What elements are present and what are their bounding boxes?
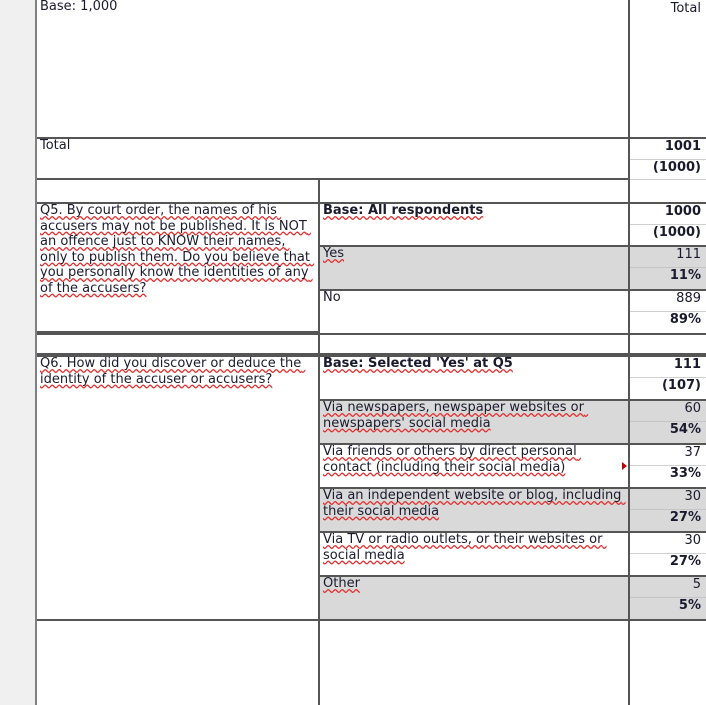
row-header-gutter — [0, 0, 37, 705]
q5-question-cell[interactable] — [37, 202, 320, 333]
spacer-cell-answer-5[interactable] — [320, 180, 630, 202]
q6-answer-label-cell-4[interactable] — [320, 575, 630, 619]
total-row-label-cell[interactable] — [37, 137, 630, 159]
q6-answer-percent-cell-0[interactable] — [630, 421, 706, 443]
spacer-cell-answer-12[interactable] — [320, 333, 630, 355]
q6-answer-count-cell-3[interactable] — [630, 531, 706, 553]
sheet-grid — [37, 0, 706, 705]
q6-base-weighted-cell[interactable] — [630, 377, 706, 399]
q6-answer-label-cell-3[interactable] — [320, 531, 630, 575]
total-row-count-cell[interactable] — [630, 137, 706, 159]
q6-base-label: Base: Selected 'Yes' at Q5 — [323, 356, 513, 371]
q6-answer-percent-3: 27% — [669, 554, 701, 569]
q6-answer-count-cell-4[interactable] — [630, 575, 706, 597]
q6-answer-count-1: 37 — [684, 445, 701, 460]
q6-answer-percent-cell-4[interactable] — [630, 597, 706, 619]
q5-answer-percent-1: 89% — [669, 312, 701, 327]
spacer-cell-question-5[interactable] — [37, 180, 320, 202]
total-row-label: Total — [40, 138, 71, 153]
empty-area-total-column[interactable] — [630, 641, 706, 705]
q5-answer-count-1: 889 — [676, 291, 701, 306]
q6-answer-count-3: 30 — [684, 533, 701, 548]
q6-answer-label-4: Other — [323, 576, 360, 591]
q6-answer-percent-2: 27% — [669, 510, 701, 525]
q6-question-cell[interactable] — [37, 355, 320, 641]
q6-answer-percent-1: 33% — [669, 466, 701, 481]
q5-base-label-cell[interactable] — [320, 202, 630, 245]
q5-answer-label-1: No — [323, 290, 341, 305]
q6-answer-label-cell-1[interactable] — [320, 443, 630, 487]
q5-answer-label-0: Yes — [323, 246, 344, 261]
q6-base-label-cell[interactable] — [320, 355, 630, 399]
base-header-text: Base: 1,000 — [40, 0, 118, 14]
q6-answer-label-cell-0[interactable] — [320, 399, 630, 443]
q6-base-count-cell[interactable] — [630, 355, 706, 377]
q6-answer-count-cell-0[interactable] — [630, 399, 706, 421]
q5-answer-count-0: 111 — [676, 247, 701, 262]
total-column-header-text: Total — [670, 1, 701, 16]
q6-base-count: 111 — [673, 357, 701, 372]
q6-answer-count-cell-2[interactable] — [630, 487, 706, 509]
total-row-weighted-cell[interactable] — [630, 159, 706, 180]
q5-answer-label-cell-0[interactable] — [320, 245, 630, 289]
trailing-cell-total-25[interactable] — [630, 619, 706, 641]
text-overflow-indicator-icon — [622, 462, 627, 470]
q6-answer-label-1: Via friends or others by direct personal contact (including their social media) — [323, 444, 581, 475]
q5-base-weighted: (1000) — [652, 225, 701, 240]
q6-answer-percent-cell-3[interactable] — [630, 553, 706, 575]
q6-answer-percent-4: 5% — [678, 598, 701, 613]
trailing-cell-answer-25[interactable] — [320, 619, 630, 641]
q6-answer-label-2: Via an independent website or blog, including their social media — [323, 488, 626, 519]
q6-answer-label-3: Via TV or radio outlets, or their websites or social media — [323, 532, 607, 563]
q5-question-text: Q5. By court order, the names of his accusers may not be published. It is NOT an offence just to KNOW their names, only to publish them. Do you believe that you personally know the identities of any of the accusers? — [40, 203, 315, 296]
q6-answer-count-0: 60 — [684, 401, 701, 416]
q6-answer-percent-0: 54% — [669, 422, 701, 437]
total-row-weighted: (1000) — [652, 160, 701, 175]
q6-answer-percent-cell-1[interactable] — [630, 465, 706, 487]
q6-answer-percent-cell-2[interactable] — [630, 509, 706, 531]
q5-answer-percent-cell-1[interactable] — [630, 311, 706, 333]
q5-base-label: Base: All respondents — [323, 203, 484, 218]
empty-area-question-column[interactable] — [37, 641, 320, 705]
q6-answer-count-cell-1[interactable] — [630, 443, 706, 465]
base-header-cell[interactable] — [37, 0, 630, 137]
total-row-weighted-label-cell[interactable] — [37, 159, 630, 180]
q5-answer-count-cell-1[interactable] — [630, 289, 706, 311]
total-row-count: 1001 — [664, 139, 701, 154]
q6-answer-label-0: Via newspapers, newspaper websites or newspapers' social media — [323, 400, 589, 431]
q5-base-weighted-cell[interactable] — [630, 224, 706, 245]
trailing-cell-question-25[interactable] — [37, 619, 320, 641]
q6-base-weighted: (107) — [661, 378, 701, 393]
total-column-header[interactable] — [630, 0, 706, 137]
q5-base-count-cell[interactable] — [630, 202, 706, 224]
q5-answer-percent-cell-0[interactable] — [630, 267, 706, 289]
spacer-cell-total-12[interactable] — [630, 333, 706, 355]
q5-base-count: 1000 — [664, 204, 701, 219]
spacer-cell-question-12[interactable] — [37, 333, 320, 355]
q5-answer-count-cell-0[interactable] — [630, 245, 706, 267]
q5-answer-label-cell-1[interactable] — [320, 289, 630, 333]
q5-answer-percent-0: 11% — [669, 268, 701, 283]
spacer-cell-total-5[interactable] — [630, 180, 706, 202]
empty-area-answer-column[interactable] — [320, 641, 630, 705]
q6-answer-label-cell-2[interactable] — [320, 487, 630, 531]
q6-question-text: Q6. How did you discover or deduce the identity of the accuser or accusers? — [40, 356, 306, 387]
q6-answer-count-4: 5 — [692, 577, 701, 592]
q6-answer-count-2: 30 — [684, 489, 701, 504]
